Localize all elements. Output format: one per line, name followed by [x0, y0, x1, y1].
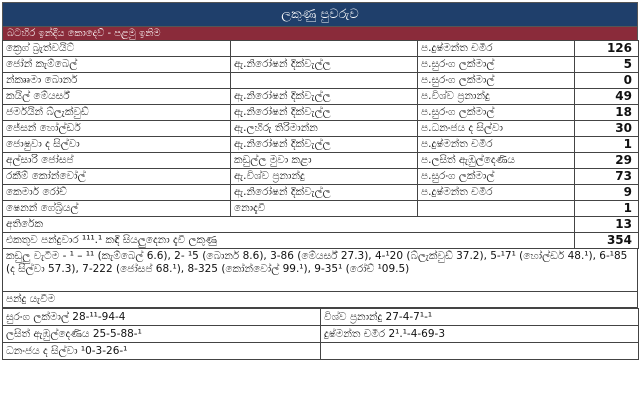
table-row: [3, 309, 639, 326]
dismissal-fielder: ඇ.නිරෝෂන් දික්වැල්ල: [231, 137, 418, 153]
scorecard-title: ලකුණු පුවරුව: [2, 2, 638, 27]
batsman-name: ජේසන් හෝල්ඩර්: [3, 121, 231, 137]
dismissal-bowler: ප.සුරංග ලක්මාල්: [418, 57, 575, 73]
table-row: [3, 41, 639, 57]
table-row: [3, 89, 639, 105]
scorecard: [2, 2, 638, 360]
batsman-name: ජොෂුවා ද සිල්වා: [3, 137, 231, 153]
table-row: [3, 185, 639, 201]
bowler-figures: ධනංජය ද සිල්වා ¹0-3-26-¹: [3, 343, 321, 360]
dismissal-bowler: [418, 201, 575, 217]
bowler-figures: සුරංග ලක්මාල් 28-¹¹-94-4: [3, 309, 321, 326]
batsman-runs: 1: [575, 137, 639, 153]
table-row: [3, 105, 639, 121]
table-row: [3, 343, 639, 360]
table-row: [3, 201, 639, 217]
dismissal-bowler: ප.සුරංග ලක්මාල්: [418, 105, 575, 121]
batsman-name: ජර්මයින් බ්ලැක්වුඩ්: [3, 105, 231, 121]
extras-label: අතිරේක: [3, 217, 575, 233]
dismissal-fielder: [231, 73, 418, 89]
dismissal-fielder: නොදැවී: [231, 201, 418, 217]
total-row: [3, 233, 639, 249]
batsman-runs: 30: [575, 121, 639, 137]
batsman-runs: 9: [575, 185, 639, 201]
table-row: [3, 326, 639, 343]
batsman-name: අල්සාරි ජෝසප්: [3, 153, 231, 169]
batsman-runs: 0: [575, 73, 639, 89]
bowling-table: [2, 308, 639, 360]
table-row: [3, 121, 639, 137]
dismissal-fielder: [231, 41, 418, 57]
table-row: [3, 57, 639, 73]
bowling-heading: පන්දු යැවීම: [2, 292, 638, 308]
batsman-name: කයිල් මේයර්ස්: [3, 89, 231, 105]
bowler-figures: ලසිත් ඇඹුල්දෙණිය 25-5-88-¹: [3, 326, 321, 343]
bowler-figures: දුෂ්මන්ත චමීර 2¹.¹-4-69-3: [321, 326, 639, 343]
batsman-runs: 18: [575, 105, 639, 121]
batsman-runs: 49: [575, 89, 639, 105]
batsman-runs: 5: [575, 57, 639, 73]
batsman-name: ජෝන් කැම්බෙල්: [3, 57, 231, 73]
bowler-figures: විශ්ව ප්‍රනාන්දු 27-4-7¹-¹: [321, 309, 639, 326]
dismissal-bowler: ප.සුරංග ලක්මාල්: [418, 73, 575, 89]
batsman-runs: 73: [575, 169, 639, 185]
table-row: [3, 73, 639, 89]
dismissal-fielder: ඇ.ලහිරු තිරිමාන්න: [231, 121, 418, 137]
batsman-runs: 1: [575, 201, 639, 217]
batsman-name: කෙමාර් රෝච්: [3, 185, 231, 201]
fall-of-wickets: කඩුලු වැටීම - ¹ – ¹¹ (කැම්බෙල් 6.6), 2- ¹5 (බොනර් 8.6), 3-86 (මේයර්ස් 27.3), 4-¹20 (බ්ලැක්වුඩ් 37.2), 5-¹7¹ (හෝල්ඩර් 48.¹), 6-¹85 (ද සිල්වා 57.3), 7-222 (ජෝසප් 68.¹), 8-325 (කෝන්වෝල් 99.¹), 9-35¹ (රෝච් ¹09.5): [2, 249, 638, 292]
dismissal-fielder: ඇ.නිරෝෂන් දික්වැල්ල: [231, 57, 418, 73]
batsman-runs: 29: [575, 153, 639, 169]
batsman-name: රකීම් කෝන්වෝල්: [3, 169, 231, 185]
batsman-name: ක්‍රෙග් බ්‍රැත්වයිට්: [3, 41, 231, 57]
dismissal-bowler: ප.සුරංග ලක්මාල්: [418, 169, 575, 185]
batsman-name: ෂෙනන් ගේබ්‍රියල්: [3, 201, 231, 217]
extras-row: [3, 217, 639, 233]
dismissal-fielder: ඇ.නිරෝෂන් දික්වැල්ල: [231, 89, 418, 105]
dismissal-bowler: ප.දුෂ්මන්ත චමීර: [418, 41, 575, 57]
table-row: [3, 153, 639, 169]
dismissal-bowler: ප.ධනංජය ද සිල්වා: [418, 121, 575, 137]
table-row: [3, 137, 639, 153]
dismissal-fielder: ඇ.නිරෝෂන් දික්වැල්ල: [231, 105, 418, 121]
dismissal-bowler: ප.ලසිත් ඇඹුල්දෙණිය: [418, 153, 575, 169]
dismissal-bowler: ප.විශ්ව ප්‍රනාන්දු: [418, 89, 575, 105]
dismissal-fielder: කඩුල්ල මුවා කළා: [231, 153, 418, 169]
batsman-name: න්කෲමා බොනර්: [3, 73, 231, 89]
bowler-figures: [321, 343, 639, 360]
innings-heading: බටහිර ඉන්දීය කොදෙව් - පළමු ඉනිම: [2, 27, 638, 40]
extras-runs: 13: [575, 217, 639, 233]
dismissal-fielder: ඇ.නිරෝෂන් දික්වැල්ල: [231, 185, 418, 201]
batsman-runs: 126: [575, 41, 639, 57]
total-label: එකතුව පන්දුවාර ¹¹¹.¹ කඳි සියලුදෙනා දැවී ලකුණු: [3, 233, 575, 249]
total-runs: 354: [575, 233, 639, 249]
dismissal-bowler: ප.දුෂ්මන්ත චමීර: [418, 137, 575, 153]
dismissal-fielder: ඇ.විශ්ව ප්‍රනාන්දු: [231, 169, 418, 185]
dismissal-bowler: ප.දුෂ්මන්ත චමීර: [418, 185, 575, 201]
batting-table: [2, 40, 639, 249]
table-row: [3, 169, 639, 185]
